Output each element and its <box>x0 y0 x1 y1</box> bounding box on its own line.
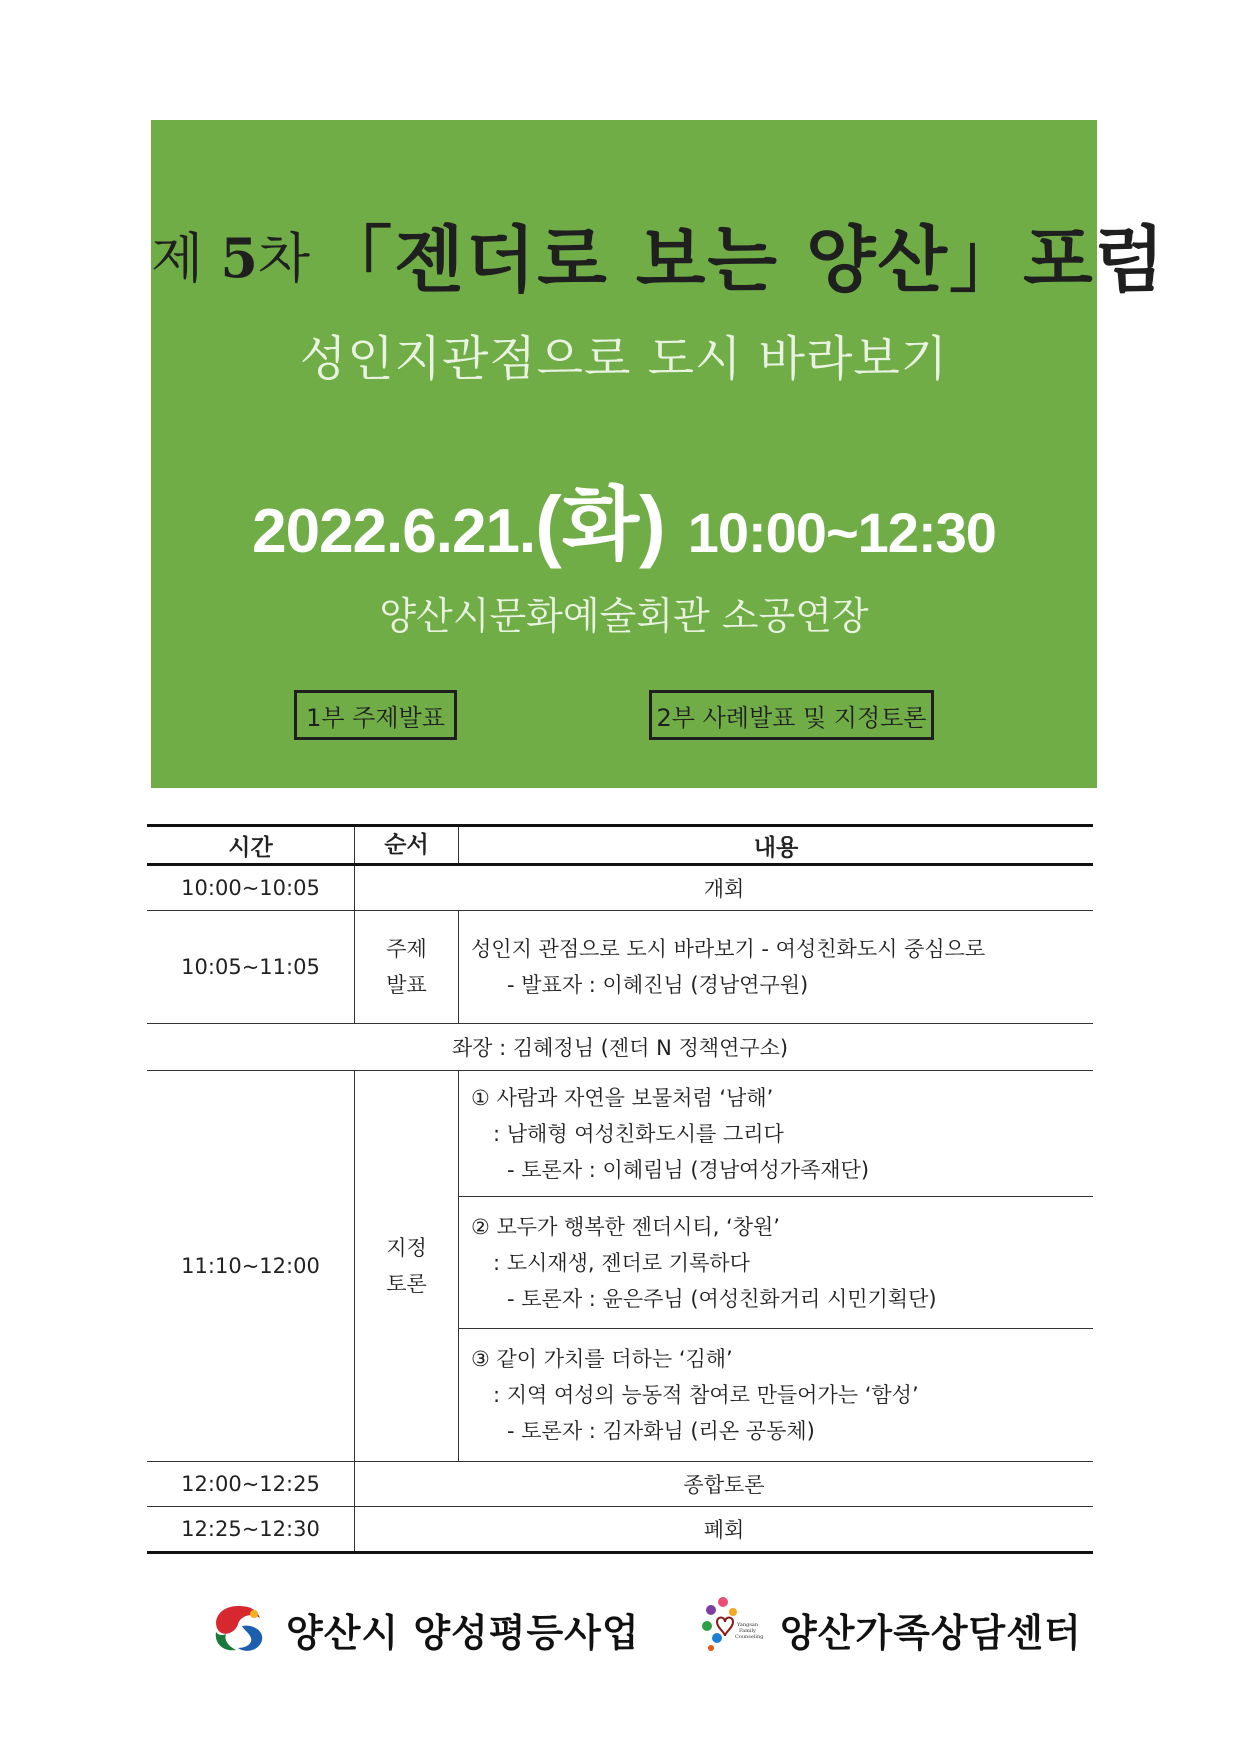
discussion-item: ② 모두가 행복한 젠더시티, ‘창원’ : 도시재생, 젠더로 기록하다 - 토론자 : 윤은주님 (여성친화거리 시민기획단) <box>459 1197 1094 1329</box>
footer-logos <box>0 1590 1240 1670</box>
schedule-table <box>147 824 1093 1554</box>
logo2-label: 양산가족상담센터 <box>780 1611 1082 1655</box>
row-time: 12:00~12:25 <box>147 1462 355 1507</box>
discussion-item: ③ 같이 가치를 더하는 ‘김해’ : 지역 여성의 능동적 참여로 만들어가는 ‘함성’ - 토론자 : 김자화님 (리온 공동체) <box>459 1329 1094 1462</box>
svg-text:Counseling: Counseling <box>735 1634 764 1640</box>
event-datetime <box>151 460 1097 575</box>
row-order: 지정 토론 <box>355 1071 459 1462</box>
table-row-chair <box>147 1024 1093 1071</box>
row-time: 12:25~12:30 <box>147 1507 355 1553</box>
banner-title <box>151 202 1167 306</box>
event-time: 10:00~12:30 <box>687 501 996 564</box>
row-content: 종합토론 <box>355 1462 1094 1507</box>
table-row <box>147 911 1093 1024</box>
event-day: (화) <box>535 480 666 569</box>
table-header-row <box>147 826 1093 865</box>
svg-text:Yangsan: Yangsan <box>737 1622 759 1628</box>
logo1-label: 양산시 양성평등사업 <box>286 1611 640 1655</box>
table-row <box>147 1462 1093 1507</box>
chair-info: 좌장 : 김혜정님 (젠더 N 정책연구소) <box>147 1024 1093 1071</box>
event-venue: 양산시문화예술회관 소공연장 <box>379 594 869 638</box>
row-time: 10:05~11:05 <box>147 911 355 1024</box>
row-content: 개회 <box>355 865 1094 911</box>
table-row <box>147 1071 1093 1197</box>
event-date: 2022.6.21. <box>252 497 536 566</box>
row-time: 11:10~12:00 <box>147 1071 355 1462</box>
part1-box: 1부 주제발표 <box>294 690 457 740</box>
row-time: 10:00~10:05 <box>147 865 355 911</box>
title-session-prefix: 제 5차 <box>151 225 311 290</box>
row-content: 폐회 <box>355 1507 1094 1553</box>
forum-banner <box>151 120 1167 788</box>
table-row <box>147 865 1093 911</box>
header-content: 내용 <box>459 826 1094 865</box>
row-order: 주제 발표 <box>355 911 459 1024</box>
svg-text:Family: Family <box>739 1628 756 1634</box>
discussion-item: ① 사람과 자연을 보물처럼 ‘남해’ : 남해형 여성친화도시를 그리다 - 토론자 : 이혜림님 (경남여성가족재단) <box>459 1071 1094 1197</box>
header-order: 순서 <box>355 826 459 865</box>
header-time: 시간 <box>147 826 355 865</box>
keynote-presenter: - 발표자 : 이혜진님 (경남연구원) <box>507 973 809 997</box>
title-main: 「젠더로 보는 양산」포럼 <box>320 218 1167 302</box>
table-row <box>147 1507 1093 1553</box>
yangsan-city-logo-icon <box>208 1602 270 1654</box>
row-content <box>459 911 1094 1024</box>
keynote-title: 성인지 관점으로 도시 바라보기 - 여성친화도시 중심으로 <box>471 937 986 961</box>
family-center-logo-icon <box>697 1594 764 1654</box>
part2-box: 2부 사례발표 및 지정토론 <box>649 690 934 740</box>
banner-subtitle: 성인지관점으로 도시 바라보기 <box>299 331 949 387</box>
